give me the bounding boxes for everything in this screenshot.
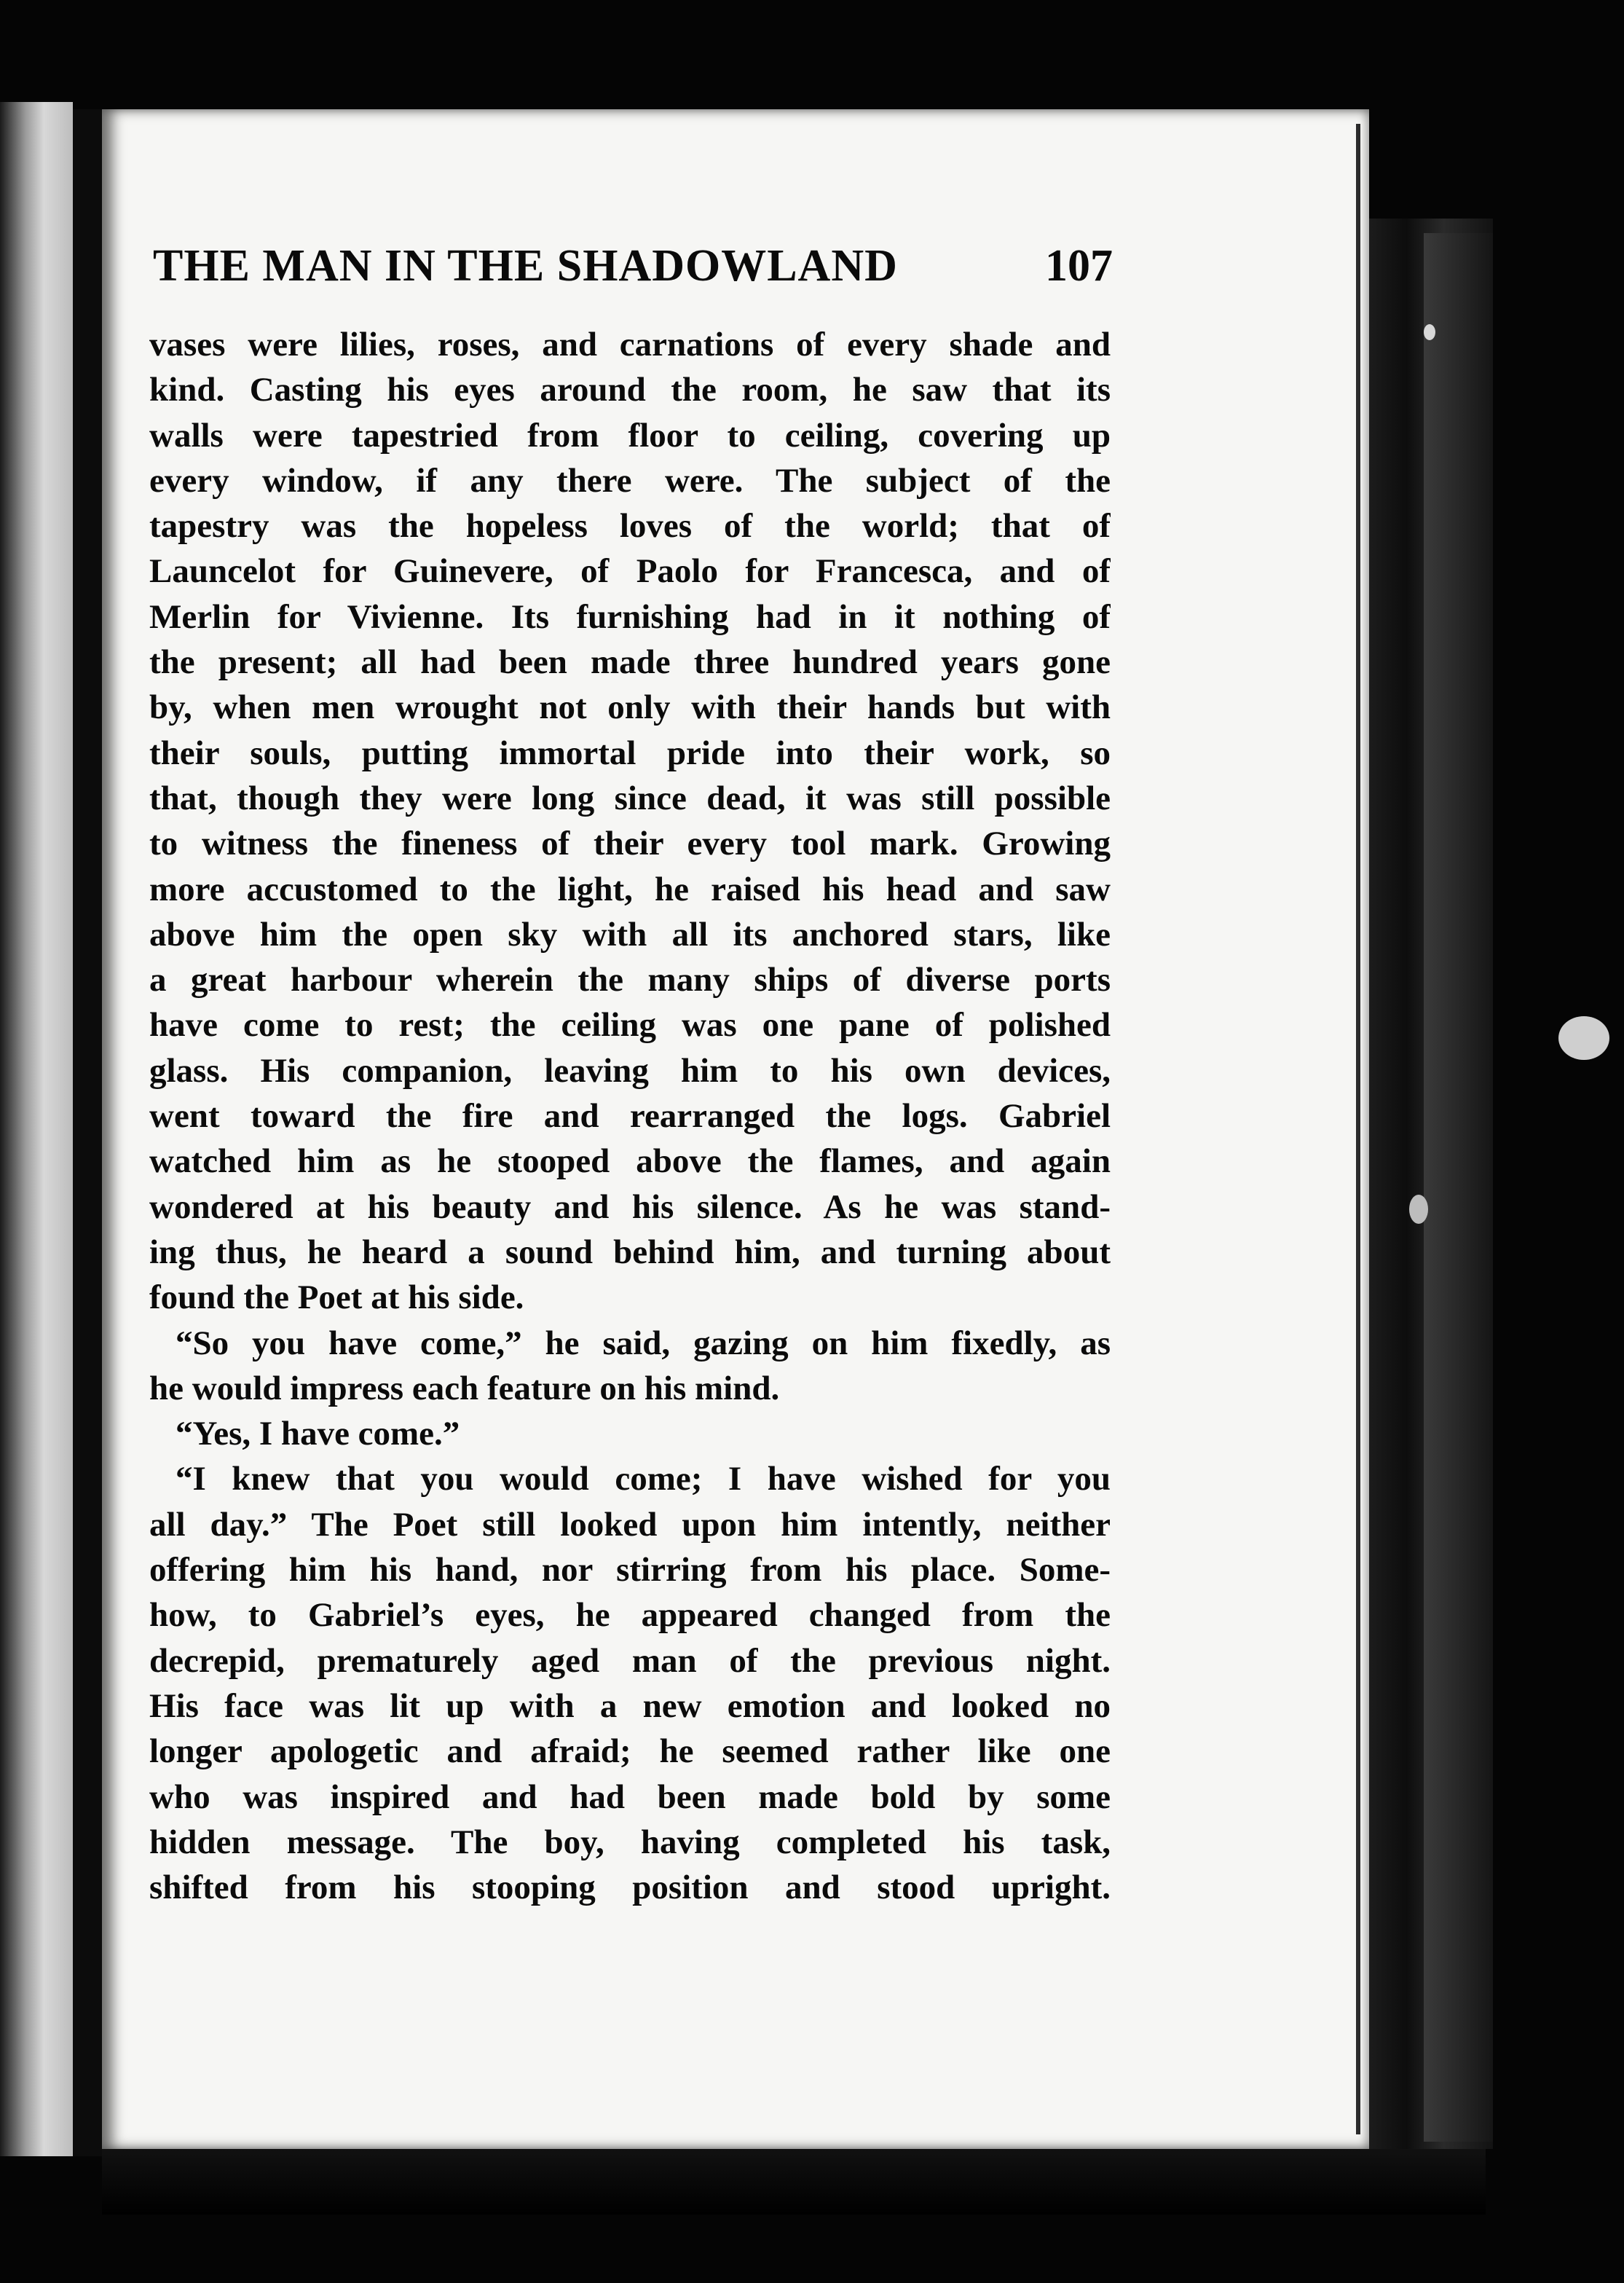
text-line: found the Poet at his side. [149,1278,524,1317]
page-edge-line [1356,124,1360,2134]
page-number: 107 [1045,241,1113,291]
text-line: the present; all had been made three hundred years gone [149,643,1111,682]
text-line: longer apologetic and afraid; he seemed rather like one [149,1732,1111,1771]
text-line: every window, if any there were. The subject of the [149,461,1111,500]
body-text [149,322,1111,1910]
text-line: went toward the fire and rearranged the logs. Gabriel [149,1097,1111,1136]
text-line: by, when men wrought not only with their hands but with [149,688,1111,727]
text-line: “So you have come,” he said, gazing on him fixedly, as [176,1324,1111,1362]
text-line: watched him as he stooped above the flames, and again [149,1142,1111,1181]
scan-speck [1558,1016,1609,1060]
text-line: how, to Gabriel’s eyes, he appeared changed from the [149,1596,1111,1635]
text-line: “I knew that you would come; I have wished for you [176,1460,1111,1498]
text-line: His face was lit up with a new emotion and looked no [149,1686,1111,1725]
text-line: their souls, putting immortal pride into their work, so [149,734,1111,772]
text-line: a great harbour wherein the many ships of diverse ports [149,961,1111,999]
text-line: Launcelot for Guinevere, of Paolo for Francesca, and of [149,552,1111,591]
text-line: above him the open sky with all its anchored stars, like [149,915,1111,954]
text-line: offering him his hand, nor stirring from his place. Some- [149,1551,1111,1590]
text-line: who was inspired and had been made bold by some [149,1777,1111,1816]
facing-page-edge [0,102,73,2156]
text-line: tapestry was the hopeless loves of the world; that of [149,507,1111,546]
book-cover-edge [1424,233,1493,2142]
text-line: all day.” The Poet still looked upon him intently, neither [149,1505,1111,1544]
scan-speck [1424,324,1435,340]
text-line: ing thus, he heard a sound behind him, and turning about [149,1233,1111,1271]
text-line: more accustomed to the light, he raised his head and saw [149,870,1111,908]
running-head: THE MAN IN THE SHADOWLAND [153,241,898,291]
text-line: he would impress each feature on his mind. [149,1369,780,1407]
text-line: that, though they were long since dead, it was still possible [149,779,1111,817]
text-line: have come to rest; the ceiling was one pane of polished [149,1006,1111,1045]
text-line: vases were lilies, roses, and carnations of every shade and [149,326,1111,364]
text-line: decrepid, prematurely aged man of the previous night. [149,1641,1111,1680]
text-line: walls were tapestried from floor to ceiling, covering up [149,416,1111,455]
text-line: to witness the fineness of their every tool mark. Growing [149,825,1111,863]
text-line: “Yes, I have come.” [176,1415,460,1453]
scan-speck [1409,1195,1428,1224]
book-gutter [73,109,102,2156]
text-line: Merlin for Vivienne. Its furnishing had in it nothing of [149,597,1111,636]
text-line: kind. Casting his eyes around the room, he saw that its [149,371,1111,409]
text-line: hidden message. The boy, having completed his task, [149,1823,1111,1861]
scan-shadow [102,2149,1486,2215]
text-line: shifted from his stooping position and stood upright. [149,1869,1111,1907]
text-line: glass. His companion, leaving him to his own devices, [149,1051,1111,1090]
text-line: wondered at his beauty and his silence. As he was stand- [149,1187,1111,1226]
